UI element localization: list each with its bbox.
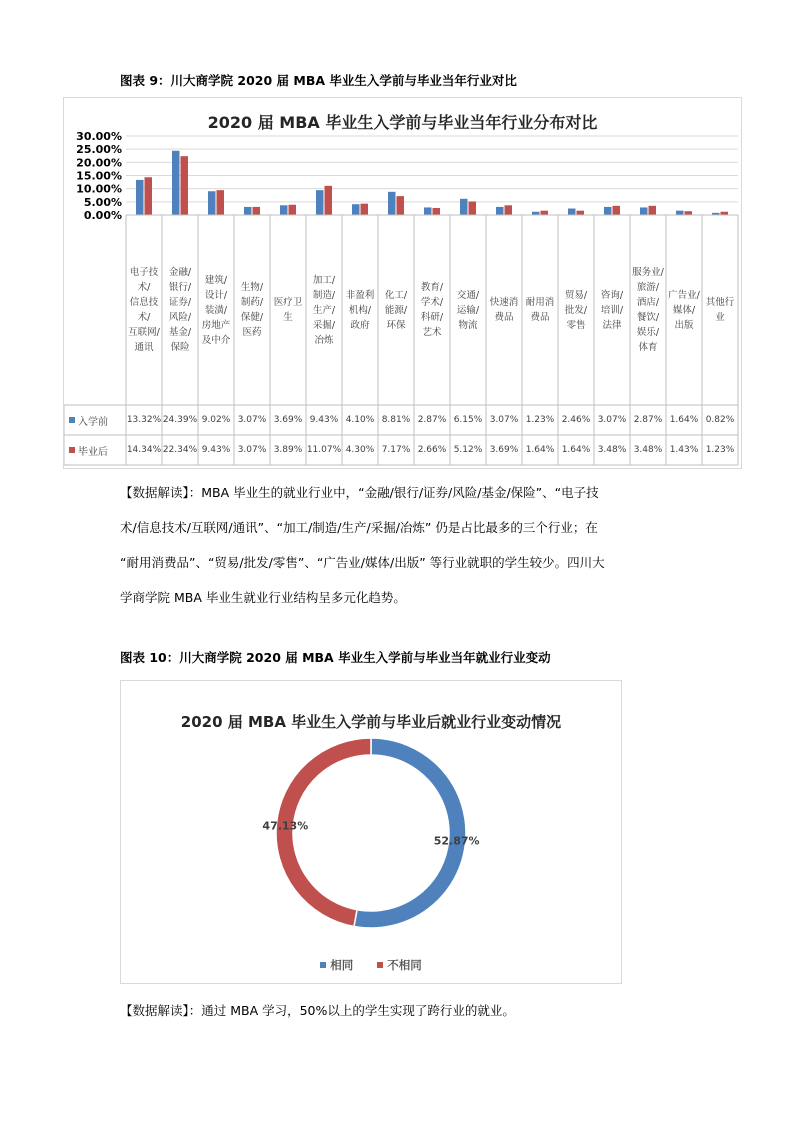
data-value-cell: 1.64% xyxy=(561,444,591,455)
category-label: 电子技术/ 信息技术/ 互联网/ 通讯 xyxy=(128,267,160,353)
y-tick-label: 20.00% xyxy=(76,156,122,170)
data-value-cell: 3.48% xyxy=(597,444,627,455)
industry-bar-chart xyxy=(63,97,742,469)
category-label: 其他行业 xyxy=(705,297,735,323)
donut-slice-same xyxy=(354,738,466,928)
series-name: 毕业后 xyxy=(78,446,108,458)
data-value-cell: 3.89% xyxy=(273,444,303,455)
interpretation-line-4: 学商学院 MBA 毕业生就业行业结构呈多元化趋势。 xyxy=(120,590,406,605)
legend-swatch-same xyxy=(320,962,326,968)
series-legend-before xyxy=(64,405,120,435)
legend-item-different xyxy=(377,957,422,973)
data-value-cell: 9.43% xyxy=(201,444,231,455)
interpretation-line-2: 术/信息技术/互联网/通讯”、“加工/制造/生产/采掘/冶炼” 仍是占比最多的三个行业；在 xyxy=(120,520,598,535)
bar-before xyxy=(172,151,180,215)
category-label: 非盈利机构/ 政府 xyxy=(345,289,375,331)
bar-after xyxy=(433,208,441,215)
interpretation-line-1: 【数据解读】：MBA 毕业生的就业行业中，“金融/银行/证券/风险/基金/保险”、“电子技 xyxy=(120,485,599,500)
data-value-cell: 3.69% xyxy=(489,444,519,455)
data-value-cell: 7.17% xyxy=(381,444,411,455)
y-tick-label: 25.00% xyxy=(76,143,122,157)
bar-after xyxy=(397,196,405,215)
bar-after xyxy=(145,177,153,215)
category-label: 建筑/ 设计/ 装潢/ 房地产及中介 xyxy=(201,274,231,346)
data-value-cell: 11.07% xyxy=(306,444,342,455)
legend-label-same: 相同 xyxy=(330,958,354,972)
data-value-cell: 3.69% xyxy=(273,414,303,425)
bar-before xyxy=(352,204,360,215)
figure-10-interpretation xyxy=(120,993,685,1028)
data-value-cell: 8.81% xyxy=(381,414,411,425)
figure-9-interpretation xyxy=(120,475,685,615)
category-label: 贸易/ 批发/ 零售 xyxy=(564,289,588,331)
industry-change-donut-chart xyxy=(120,680,622,984)
bar-before xyxy=(316,190,324,215)
donut-legend xyxy=(121,957,621,973)
bar-before xyxy=(460,199,468,215)
data-value-cell: 1.64% xyxy=(669,414,699,425)
series-legend-after xyxy=(64,435,120,465)
bar-before xyxy=(424,207,432,215)
y-tick-label: 10.00% xyxy=(76,182,122,196)
y-tick-label: 0.00% xyxy=(83,209,122,222)
bar-after xyxy=(253,207,261,215)
figure-9-caption: 图表 9：川大商学院 2020 届 MBA 毕业生入学前与毕业当年行业对比 xyxy=(120,73,517,88)
category-label: 加工/ 制造/ 生产/ 采掘/ 冶炼 xyxy=(312,274,336,346)
bar-after xyxy=(325,186,333,215)
data-value-cell: 2.87% xyxy=(633,414,663,425)
bar-after xyxy=(361,204,369,215)
bar-after xyxy=(505,205,513,215)
bar-before xyxy=(244,207,252,215)
y-tick-label: 30.00% xyxy=(76,130,122,143)
donut-data-label: 47.13% xyxy=(262,819,309,833)
data-value-cell: 14.34% xyxy=(126,444,162,455)
series-name: 入学前 xyxy=(78,416,108,428)
data-value-cell: 4.10% xyxy=(345,414,375,425)
category-label: 交通/ 运输/ 物流 xyxy=(456,289,480,331)
data-value-cell: 2.87% xyxy=(417,414,447,425)
data-value-cell: 13.32% xyxy=(126,414,162,425)
data-value-cell: 1.43% xyxy=(669,444,699,455)
bar-before xyxy=(640,207,648,215)
data-value-cell: 0.82% xyxy=(705,414,735,425)
data-value-cell: 6.15% xyxy=(453,414,483,425)
bar-chart-title: 2020 届 MBA 毕业生入学前与毕业当年行业分布对比 xyxy=(207,113,598,132)
data-value-cell: 9.02% xyxy=(201,414,231,425)
figure-10-caption: 图表 10：川大商学院 2020 届 MBA 毕业生入学前与毕业当年就业行业变动 xyxy=(120,650,551,665)
data-value-cell: 3.07% xyxy=(237,444,267,455)
donut-chart-title: 2020 届 MBA 毕业生入学前与毕业后就业行业变动情况 xyxy=(180,713,562,731)
y-tick-label: 5.00% xyxy=(83,195,122,209)
bar-before xyxy=(496,207,504,215)
bar-before xyxy=(388,192,396,215)
category-label: 广告业/ 媒体/ 出版 xyxy=(668,289,700,331)
donut-plot xyxy=(121,681,621,983)
category-label: 金融/ 银行/ 证券/ 风险/ 基金/ 保险 xyxy=(168,267,192,353)
bar-after xyxy=(649,206,657,215)
category-label: 生物/ 制药/ 保健/ 医药 xyxy=(240,282,264,338)
category-label: 耐用消费品 xyxy=(525,297,555,323)
category-label: 化工/ 能源/ 环保 xyxy=(384,289,408,331)
data-value-cell: 3.48% xyxy=(633,444,663,455)
data-value-cell: 3.07% xyxy=(237,414,267,425)
legend-item-same xyxy=(320,957,353,973)
bar-after xyxy=(181,156,189,215)
interpretation-line-3: “耐用消费品”、“贸易/批发/零售”、“广告业/媒体/出版” 等行业就职的学生较少。四川大 xyxy=(120,555,605,570)
data-value-cell: 9.43% xyxy=(309,414,339,425)
bar-after xyxy=(469,202,477,215)
bar-before xyxy=(604,207,612,215)
bar-before xyxy=(208,191,216,215)
data-value-cell: 1.64% xyxy=(525,444,555,455)
data-value-cell: 3.07% xyxy=(597,414,627,425)
donut-data-label: 52.87% xyxy=(433,834,480,848)
data-value-cell: 5.12% xyxy=(453,444,483,455)
bar-before xyxy=(136,180,144,215)
category-label: 咨询/ 培训/ 法律 xyxy=(600,289,624,331)
data-value-cell: 3.07% xyxy=(489,414,519,425)
y-tick-label: 15.00% xyxy=(76,169,122,183)
data-value-cell: 1.23% xyxy=(525,414,555,425)
data-value-cell: 22.34% xyxy=(162,444,198,455)
data-value-cell: 24.39% xyxy=(162,414,198,425)
data-value-cell: 2.66% xyxy=(417,444,447,455)
category-label: 快速消费品 xyxy=(489,297,519,323)
bar-before xyxy=(280,205,288,215)
legend-swatch-different xyxy=(377,962,383,968)
category-label: 教育/ 学术/ 科研/ 艺术 xyxy=(420,282,444,338)
series-swatch xyxy=(69,447,75,453)
category-label: 服务业/ 旅游/ 酒店/ 餐饮/ 娱乐/ 体育 xyxy=(632,267,664,353)
bar-after xyxy=(217,190,225,215)
legend-label-different: 不相同 xyxy=(387,958,422,972)
bar-after xyxy=(289,205,297,215)
category-label: 医疗卫生 xyxy=(273,297,303,323)
figure-10-interpretation-text: 【数据解读】：通过 MBA 学习，50%以上的学生实现了跨行业的就业。 xyxy=(120,1003,515,1018)
data-value-cell: 1.23% xyxy=(705,444,735,455)
data-value-cell: 4.30% xyxy=(345,444,375,455)
series-swatch xyxy=(69,417,75,423)
data-value-cell: 2.46% xyxy=(561,414,591,425)
bar-after xyxy=(613,206,621,215)
